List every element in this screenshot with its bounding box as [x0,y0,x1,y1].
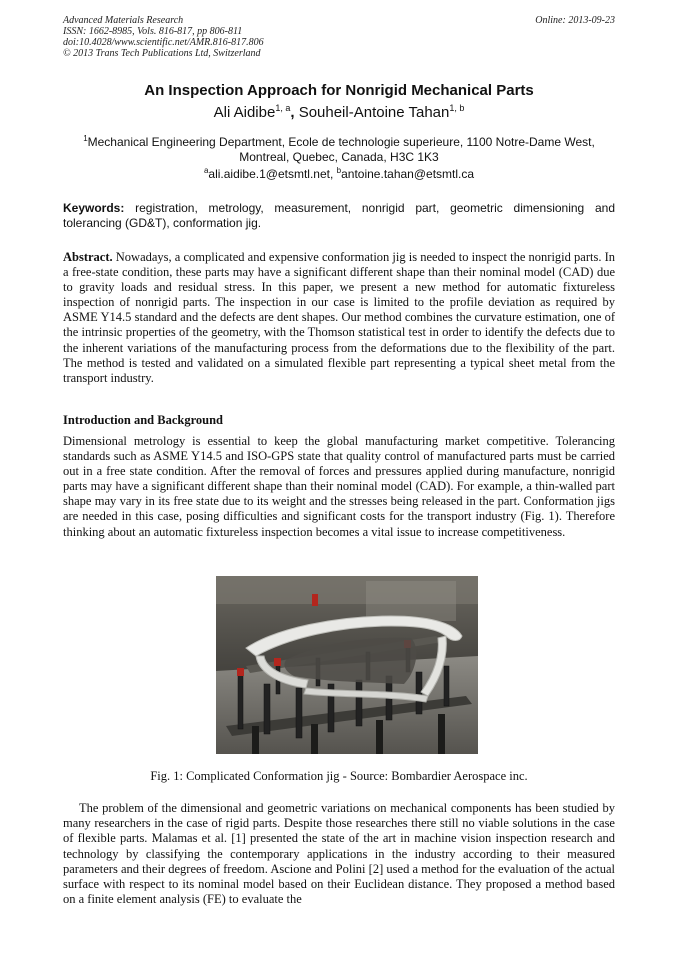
body-paragraph: The problem of the dimensional and geometric variations on mechanical components has been studied by many researchers in the case of rigid parts. Despite those researches there still no viable solutions in the case of flexible parts. Malamas et al. [1] presented the state of the art in machine vision inspection research and technology by classifying the contemporary applications in the industry according to their measured parameters and their degrees of freedom. Ascione and Polini [2] used a method for the evaluation of the actual surface with respect to its nominal model based on their Euclidean distance. They proposed a method based on a finite element analysis (FE) to evaluate the [63,801,615,907]
abstract [63,250,615,386]
journal-issn: ISSN: 1662-8985, Vols. 816-817, pp 806-811 [63,26,243,37]
email-link[interactable]: ali.aidibe.1@etsmtl.net, [208,167,337,181]
author-separator: , [290,104,299,121]
journal-name: Advanced Materials Research [63,15,184,26]
keywords [63,201,615,231]
affiliation-superscript: 1 [83,134,88,143]
journal-doi[interactable]: doi:10.4028/www.scientific.net/AMR.816-817.806 [63,37,264,48]
journal-copyright: © 2013 Trans Tech Publications Ltd, Switzerland [63,48,261,59]
author-superscript: 1, a [275,103,291,113]
email-superscript: a [203,166,209,175]
affiliation-text: Mechanical Engineering Department, Ecole de technologie superieure, 1100 Notre-Dame West, Montreal, Quebec, Canada, H3C 1K3 [87,135,595,164]
affiliation [70,131,608,165]
email-superscript: b [336,166,342,175]
abstract-text: Nowadays, a complicated and expensive conformation jig is needed to inspect the nonrigid parts. In a free-state condition, these parts may have a significant different shape than their nominal model (CAD) due to gravity loads and residual stress. In this paper, we present a new method for automatic fixtureless inspection of nonrigid parts. The inspection in our case is limited to the profile deviation as required by ASME Y14.5 standard and the defects are dent shapes. Our method combines the curvature estimation, one of the intrinsic properties of the geometry, with the Thomson statistical test in order to identify the defects due to the inherent variations of the manufacturing process from the deformations due to the flexibility of the part. The method is tested and validated on a simulated flexible part representing a typical sheet metal from the transport industry. [63,250,615,385]
figure-conformation-jig-photo [216,576,478,754]
jig-photo-illustration [216,576,478,754]
abstract-label: Abstract. [63,250,113,264]
email-link[interactable]: antoine.tahan@etsmtl.ca [341,167,475,181]
online-date: Online: 2013-09-23 [535,15,615,26]
paper-title: An Inspection Approach for Nonrigid Mechanical Parts [144,82,534,99]
section-heading: Introduction and Background [63,413,224,427]
keywords-text: registration, metrology, measurement, nonrigid part, geometric dimensioning and tolerancing (GD&T), conformation jig. [63,201,615,230]
author-superscript: 1, b [449,103,465,113]
author-emails [0,166,678,181]
author-list [0,103,678,121]
author-name: Souheil-Antoine Tahan [298,104,450,121]
author-name: Ali Aidibe [213,104,276,121]
figure-caption: Fig. 1: Complicated Conformation jig - Source: Bombardier Aerospace inc. [150,769,528,783]
keywords-label: Keywords: [63,201,125,215]
body-paragraph: Dimensional metrology is essential to keep the global manufacturing market competitive. Tolerancing standards such as ASME Y14.5 and ISO-GPS state that quality control of manufactured parts must be carried out in a free state condition. After the removal of forces and pressures applied during manufacture, nonrigid parts may have a significant different shape than their nominal model (CAD). For example, a thin-walled part shape may vary in its free state due to its weight and the stresses being released in the part. Conformation jigs are needed in this case, posing difficulties and significant costs for the transport industry (Fig. 1). Therefore thinking about an automatic fixtureless inspection becomes a vital issue to increase competitiveness. [63,434,615,539]
journal-header [63,15,264,59]
